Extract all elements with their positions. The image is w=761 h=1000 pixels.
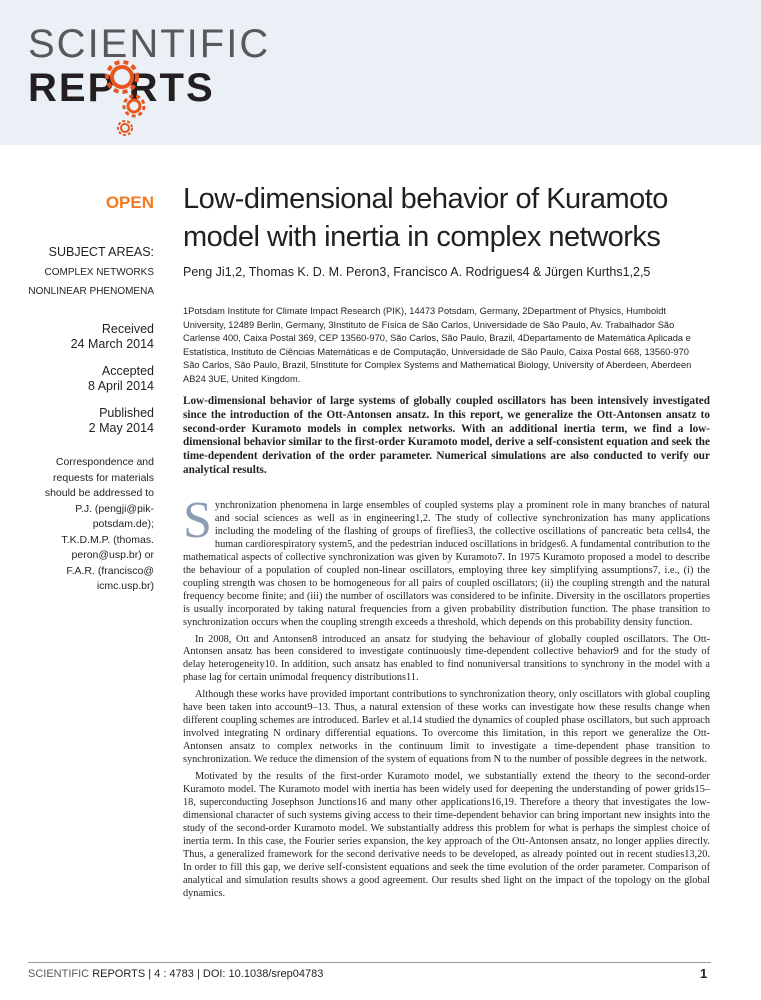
correspondence-line: should be addressed to: [44, 487, 154, 499]
journal-logo-top: SCIENTIFIC: [28, 22, 271, 66]
page-number: 1: [700, 966, 708, 981]
journal-logo-bottom: REP RTS: [28, 66, 215, 110]
paragraph: Although these works have provided important contributions to synchronization theory, only oscillators with global coupling have been taken into account9–13. Thus, a natural extension of these works can investigate how these results change when different coupling schemes are introduced. Barlev et al.14 studied the dynamics of coupled phase oscillators, but such approach involved integrating N ordinary differential equations. To overcome this limitation, in this report we generalize the Ott-Antonsen ansatz to complex networks in the continuum limit to investigate a time-dependent phase transition to synchronization. We reduce the dimension of the system of equations from N to the number of possible degrees in the network.: [183, 689, 710, 766]
correspondence-line[interactable]: potsdam.de);: [92, 518, 154, 530]
article-body: [183, 492, 710, 901]
correspondence-line[interactable]: icmc.usp.br): [96, 580, 154, 592]
footer-divider: [28, 962, 711, 963]
article-dates: [20, 322, 154, 436]
paragraph: Motivated by the results of the first-order Kuramoto model, we substantially extend the theory to the second-order Kuramoto model. The Kuramoto model with inertia has been widely used for deepening the understanding of power grids15–18, superconducting Josephson Junctions16 and many other applications16,19. Therefore a theory that investigates the low-dimensional character of such systems giving access to their time-dependent behavior can bring important new insights into the study of the second-order Kuramoto model. We substantially address this problem for what is perhaps the simplest choice of inertia term. In this case, the Fourier series expansion, the key approach of the Ott-Antonsen ansatz, no longer applies directly. Thus, a generalized framework for the second derivative needs to be developed, as already pointed out in recent studies13,20. In order to fill this gap, we derive self-consistent equations and seek the time evolution of the order parameter. Comparison of analytical and simulation results shows a good agreement. Our results shed light on the impact of the topology on the global dynamics.: [183, 771, 710, 899]
open-access-label: OPEN: [105, 193, 154, 212]
gears-icon: [100, 42, 170, 142]
correspondence-line[interactable]: P.J. (pengji@pik-: [75, 502, 154, 515]
subject-link[interactable]: COMPLEX NETWORKS: [44, 267, 154, 278]
footer-journal-rep: REPORTS: [92, 968, 146, 980]
drop-cap: S: [183, 492, 212, 549]
subject-link[interactable]: NONLINEAR PHENOMENA: [28, 286, 154, 297]
correspondence-line[interactable]: T.K.D.M.P. (thomas.: [61, 533, 154, 546]
affiliations: 1Potsdam Institute for Climate Impact Research (PIK), 14473 Potsdam, Germany, 2Department of Physics, Humboldt University, 12489 Berlin, Germany, 3Instituto de Física de São Carlos, Universidade de São Paulo, Av. Trabalhador São Carlense 400, Caixa Postal 369, CEP 13560-970, São Carlos, São Paulo, Brazil, 4Departamento de Matemática Aplicada e Estatística, Instituto de Ciências Matemáticas e de Computação, Universidade de São Paulo, Caixa Postal 668, 13560-970 São Carlos, São Paulo, Brazil, 5Institute for Complex Systems and Mathematical Biology, University of Aberdeen, Aberdeen AB24 3UE, United Kingdom.: [183, 306, 692, 384]
correspondence-line: Correspondence and: [55, 456, 154, 468]
footer-journal-sci: SCIENTIFIC: [28, 968, 90, 980]
published-date: 2 May 2014: [88, 421, 154, 435]
subject-areas-title: SUBJECT AREAS:: [48, 245, 154, 259]
footer: [28, 968, 323, 980]
correspondence-line[interactable]: peron@usp.br) or: [71, 549, 154, 561]
published-label: Published: [99, 406, 154, 420]
accepted-label: Accepted: [101, 364, 154, 378]
subject-areas-list: [20, 263, 154, 301]
received-label: Received: [101, 322, 154, 336]
footer-citation[interactable]: | 4 : 4783 | DOI: 10.1038/srep04783: [148, 968, 324, 980]
correspondence-line[interactable]: F.A.R. (francisco@: [66, 564, 154, 577]
paragraph: In 2008, Ott and Antonsen8 introduced an ansatz for studying the behaviour of globally coupled oscillators. The Ott-Antonsen ansatz has been considered to investigate continuously time-dependent collective behavior9 and for the study of delay heterogeneity10. In addition, such ansatz has enabled to find nonuniversal transitions to synchrony in the model with a phase lag for certain unimodal frequency distributions11.: [183, 633, 710, 684]
abstract: Low-dimensional behavior of large systems of globally coupled oscillators has been intensively investigated since the introduction of the Ott-Antonsen ansatz. In this report, we generalize the Ott-Antonsen ansatz to second-order Kuramoto models in complex networks. With an additional inertia term, we find a low-dimensional behavior similar to the first-order Kuramoto model, derive a self-consistent equation and seek the time-dependent derivation of the order parameter. Numerical simulations are also conducted to verify our analytical results.: [183, 395, 710, 476]
correspondence-block: [20, 455, 154, 595]
accepted-date: 8 April 2014: [87, 379, 154, 393]
paragraph: Synchronization phenomena in large ensembles of coupled systems play a prominent role in many branches of natural and social sciences as well as in engineering1,2. The study of collective synchronization has many applications including the modeling of the flashing of groups of fireflies3, the collective oscillations of pancreatic beta cells4, the human cardiorespiratory system5, and the pedestrian induced oscillations in bridges6. A fundamental contribution to the mathematical aspects of collective synchronization was given by Kuramoto7. In 1975 Kuramoto proposed a model to describe the behaviour of a population of coupled non-linear oscillators, employing three key simplifying assumptions7, i.e., (i) the coupling strength was chosen to be homogeneous for all pairs of coupled oscillators; (ii) the coupling strength and the natural frequency become finite; and (iii) the number of oscillators was considered to be infinite. Diversity in the oscillators properties is usually incorporated by taking natural frequencies from a given probability distribution function. The phase transition to synchronization occurs when the coupling strength exceeds a threshold, which depends on this probability density function.: [183, 492, 710, 628]
received-date: 24 March 2014: [70, 337, 154, 351]
article-title: Low-dimensional behavior of Kuramoto model with inertia in complex networks: [183, 183, 668, 253]
correspondence-line: requests for materials: [53, 471, 154, 484]
author-list: Peng Ji1,2, Thomas K. D. M. Peron3, Francisco A. Rodrigues4 & Jürgen Kurths1,2,5: [183, 265, 651, 279]
